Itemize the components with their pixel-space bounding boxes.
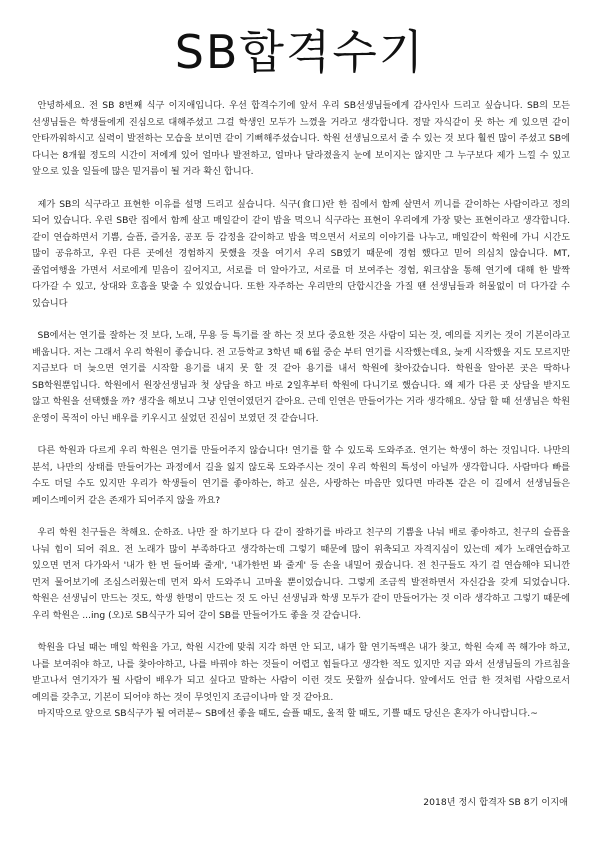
paragraph-closing: 마지막으로 앞으로 SB식구가 될 여러분~ SB에선 좋을 때도, 슬플 때도, 울적 할 때도, 기쁠 때도 당신은 혼자가 아니랍니다.~ bbox=[37, 708, 538, 719]
paragraph-friends: 우리 학원 친구들은 착해요. 순하죠. 나만 잘 하기보다 다 같이 잘하기를 바라고 친구의 기쁨을 나눠 배로 좋아하고, 친구의 슬픔을 나눠 힘이 되어 줘요. 전 노래가 많이 부족하다고 생각하는데 그렇기 때문에 많이 위축되고 자격지심이 있는데 제가 노래연습하고 있으면 먼저 다가와서 '내가 한 번 들어봐 줄게', '내가한번 봐 줄게' 등 손을 내밀어 줬습니다. 전 친구들도 자기 걸 연습해야 되니깐 먼저 물어보기에 조심스러웠는데 먼저 와서 도와주니 고마울 뿐이었습니다. 그렇게 조금씩 발전하면서 자신감을 갖게 되었습니다. 학원은 선생님이 만드는 것도, 학생 한명이 만드는 것 도 아닌 선생님과 학생 모두가 같이 만들어가는 것 이라 생각하고 그렇기 때문에 우리 학원은 ...ing (오)로 SB식구가 되어 같이 SB를 만들어가도 좋을 것 같습니다. bbox=[32, 527, 570, 621]
paragraph-academy-difference: 다른 학원과 다르게 우리 학원은 연기를 만들어주지 않습니다! 연기를 할 수 있도록 도와주죠. 연기는 학생이 하는 것입니다. 나만의 분석, 나만의 상태를 만들어가는 과정에서 길을 잃지 않도록 도와주시는 것이 우리 학원의 특성이 아닐까 생각합니다. 사람마다 빠를 수도 더딜 수도 있지만 우리가 학생들이 연기를 좋아하는, 하고 싶은, 사랑하는 마음만 있다면 마라톤 같은 이 길에서 선생님들은 페이스메이커 같은 존재가 되어주지 않을 까요? bbox=[32, 445, 570, 506]
paragraph-family-meaning: 제가 SB의 식구라고 표현한 이유를 설명 드리고 싶습니다. 식구(食口)란 한 집에서 함께 살면서 끼니를 같이하는 사람이라고 정의 되어 있습니다. 우린 SB란 집에서 함께 살고 매일같이 같이 밥을 먹으니 식구라는 표현이 우리에게 가장 맞는 표현이라고 생각합니다. 같이 연습하면서 기쁨, 슬픔, 즐거움, 공포 등 감정을 같이하고 밥을 먹으면서 서로의 이야기를 나누고, 매일같이 학원에 가니 시간도 많이 공유하고, 우린 다른 곳에선 경험하지 못했을 것을 여기서 우리 SB였기 때문에 경험 했다고 믿어 의심치 않습니다. MT, 졸업여행을 가면서 서로에게 믿음이 깊어지고, 서로를 더 알아가고, 서로를 더 보여주는 경험, 워크샵을 통해 연기에 대해 한 발짝 다가갈 수 있고, 상대와 호흡을 맞출 수 있었습니다. 또한 자주하는 우리만의 단합시간을 가질 땐 선생님들과 허물없이 더 다가갈 수 있습니다 bbox=[32, 198, 570, 309]
paragraph-greeting: 안녕하세요. 전 SB 8번째 식구 이지애입니다. 우선 합격수기에 앞서 우리 SB선생님들에게 감사인사 드리고 싶습니다. SB의 모든 선생님들은 학생들에게 진심으로 대해주셨고 그걸 학생인 모두가 느꼈을 거라고 생각합니다. 정말 자식같이 못 하는 게 있으면 같이 안타까워하시고 실력이 발전하는 모습을 보이면 같이 기뻐해주셨습니다. 학원 선생님으로서 줄 수 있는 것 보다 훨씬 많이 주셨고 SB에 다니는 8개월 정도의 시간이 저에게 있어 얼마나 발전하고, 얼마나 달라졌을지 눈에 보이지는 않지만 그 누구보다 제가 느낄 수 있고 앞으로 있을 일들에 많은 밑거름이 될 거라 확신 합니다. bbox=[32, 100, 570, 177]
paragraph-lessons: 학원을 다닐 때는 매일 학원을 가고, 학원 시간에 맞춰 지각 하면 안 되고, 내가 할 연기독백은 내가 찾고, 학원 숙제 꼭 해가야 하고, 나를 보여줘야 하고, 나를 찾아야하고, 나를 바꿔야 하는 것들이 어렵고 힘들다고 생각한 적도 있지만 지금 와서 선생님들의 가르침을 받고나서 연기자가 될 사람이 배우가 되고 싶다고 말하는 사람이 이런 것도 못할까 싶습니다. 앞에서도 언급 한 것처럼 사람으로서 예의를 갖추고, 기본이 되어야 하는 것이 무엇인지 조금이나마 알 것 같아요. bbox=[32, 642, 570, 703]
document-title: SB합격수기 bbox=[174, 25, 426, 79]
signature: 2018년 정시 합격자 SB 8기 이지애 bbox=[423, 797, 568, 808]
paragraph-manners: SB에서는 연기를 잘하는 것 보다, 노래, 무용 등 특기를 잘 하는 것 보다 중요한 것은 사람이 되는 것, 예의를 지키는 것이 기본이라고 배웁니다. 저는 그래서 우리 학원이 좋습니다. 전 고등학교 3학년 때 6월 중순 부터 연기를 시작했는데요, 늦게 시작했을 지도 모르지만 지금보다 더 늦으면 연기를 시작할 용기를 내지 못 할 것 같아 용기를 내서 학원에 찾아갔습니다. 학원을 알아본 곳은 딱하나 SB학원뿐입니다. 학원에서 원장선생님과 첫 상담을 하고 바로 2일후부터 학원에 다니기로 했습니다. 왜 제가 다른 곳 상담을 받지도 않고 학원을 선택했을 까? 생각을 해보니 그냥 인연이였던거 같아요. 근데 인연은 만들어가는 거라 생각해요. 상담 할 때 선생님은 학원 운영이 목적이 아닌 배우를 키우시고 싶었던 진심이 보였던 것 같습니다. bbox=[32, 330, 570, 424]
document-body bbox=[32, 98, 570, 723]
